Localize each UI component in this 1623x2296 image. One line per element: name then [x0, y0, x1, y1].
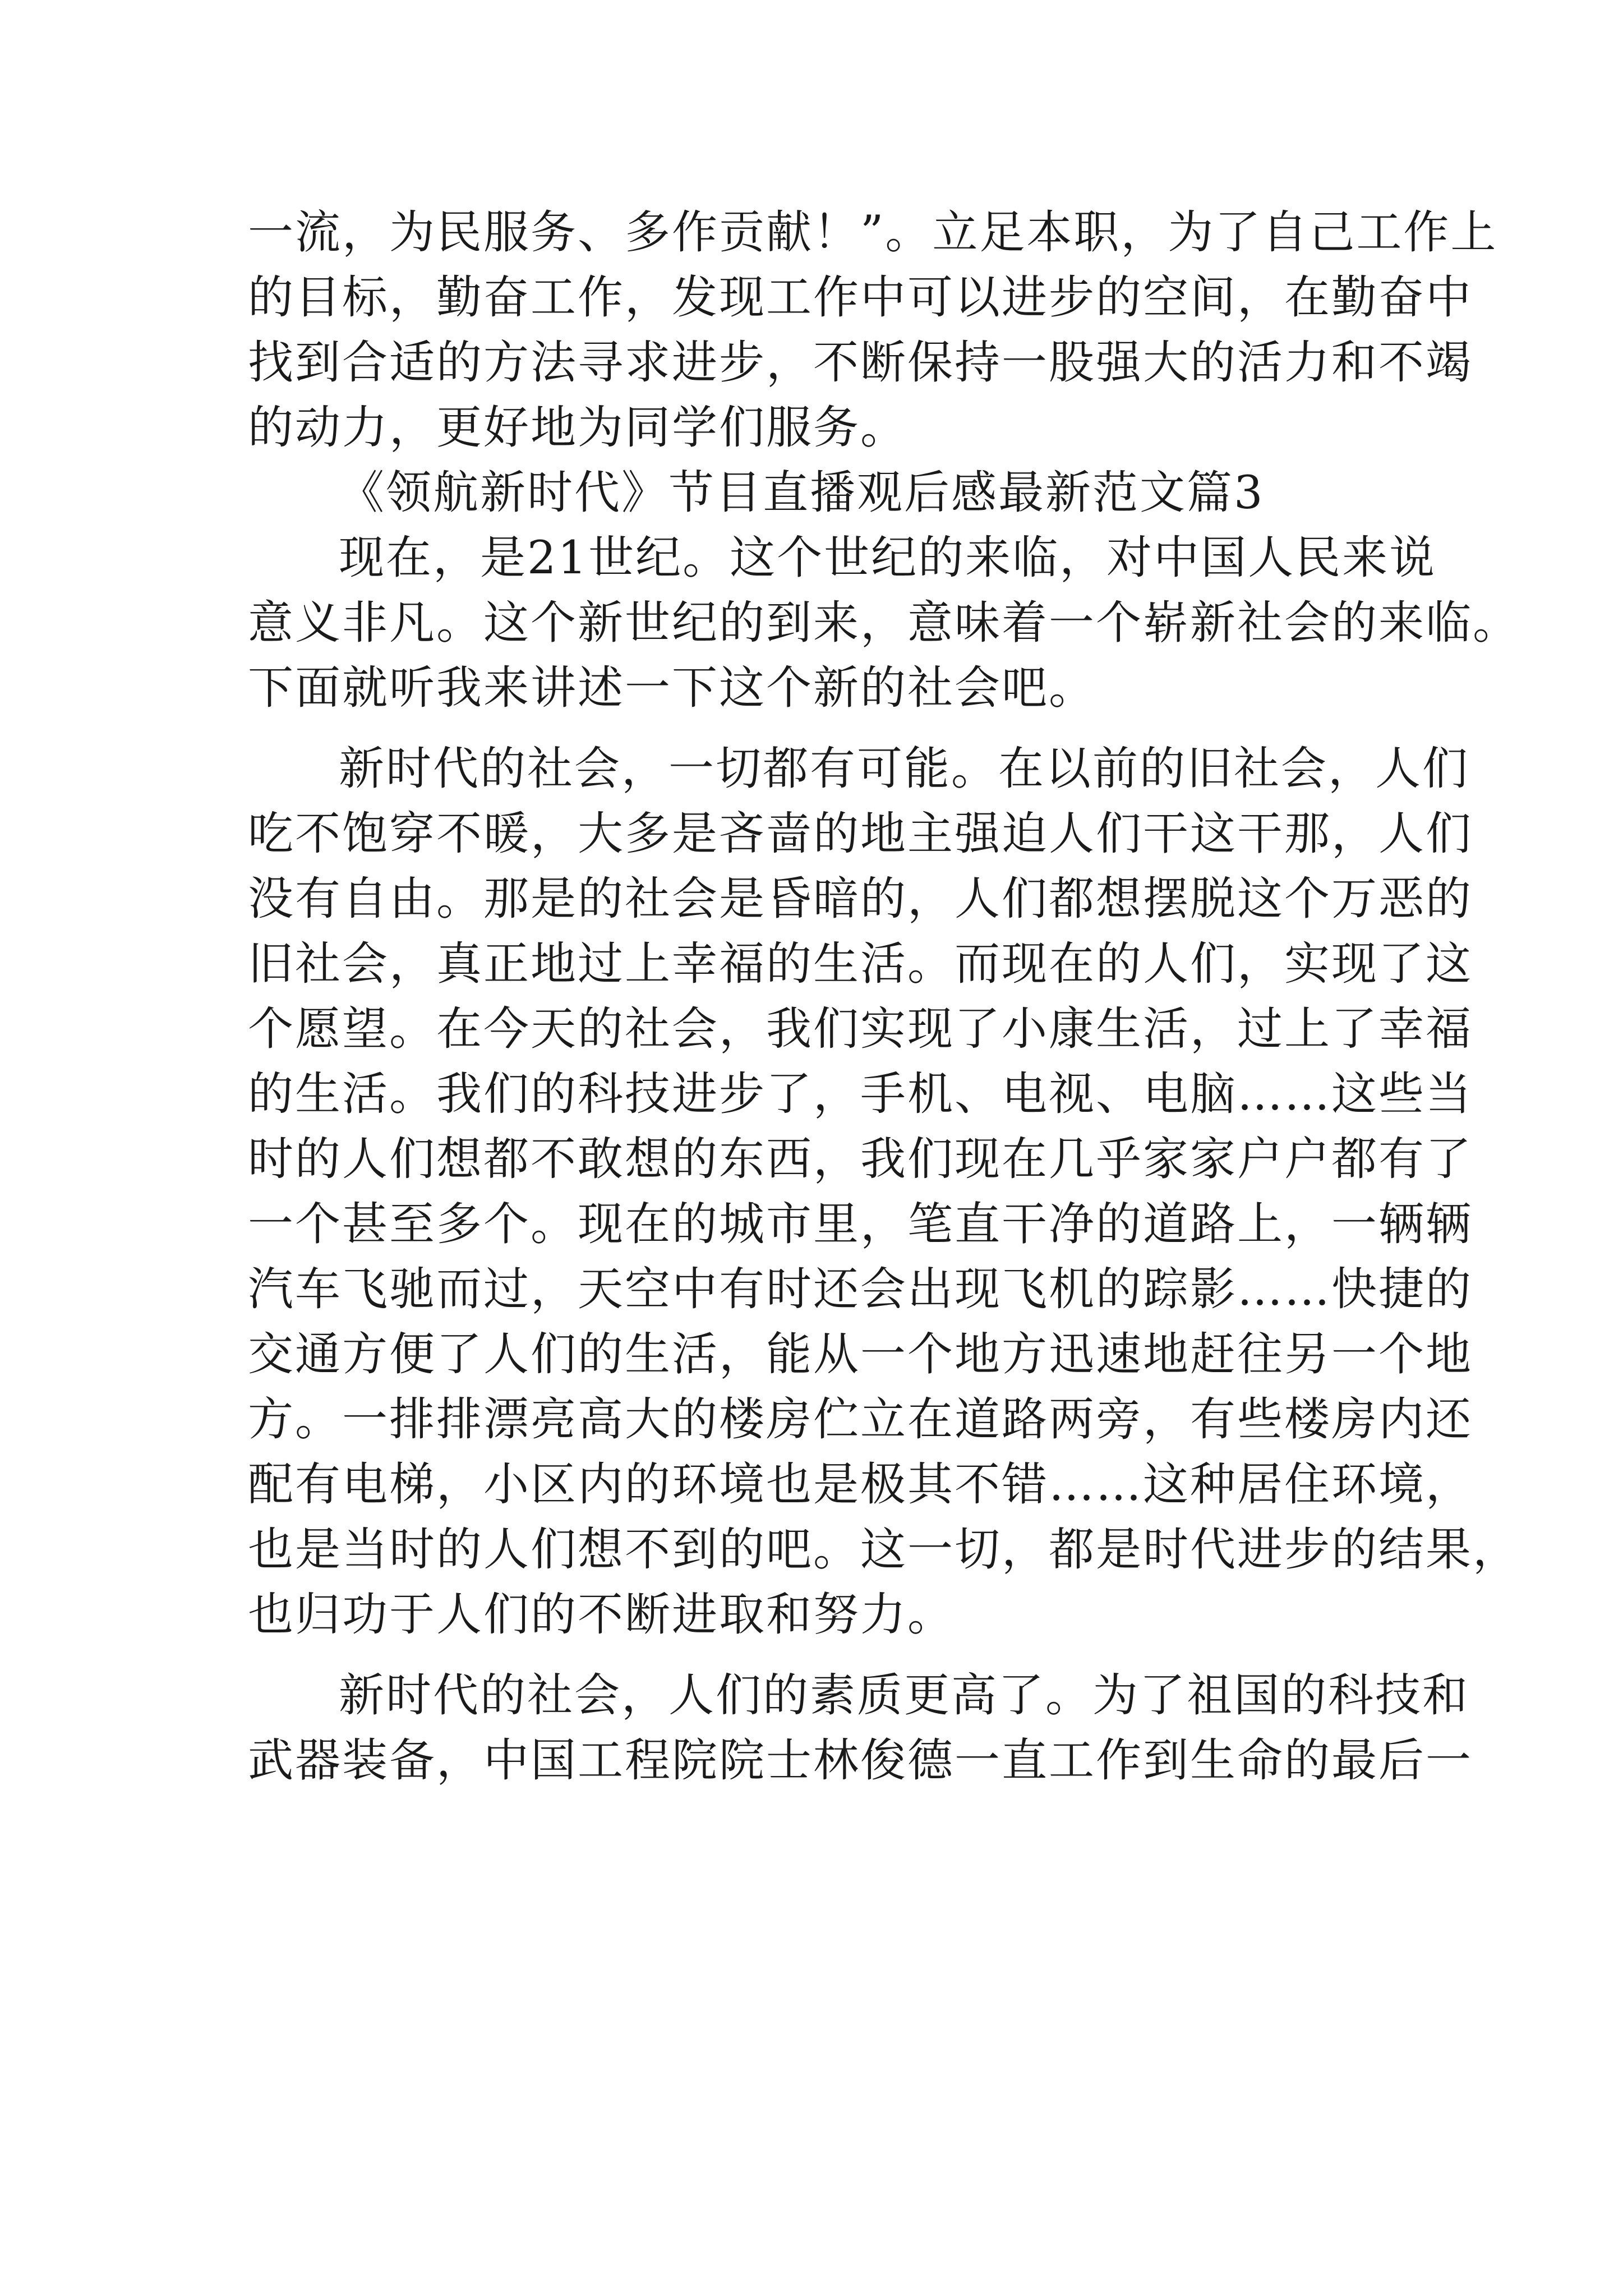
text-line: 吃不饱穿不暖，大多是吝啬的地主强迫人们干这干那，人们	[248, 808, 1473, 861]
document-body	[248, 200, 1520, 1793]
text-line: 配有电梯，小区内的环境也是极其不错……这种居住环境，	[248, 1458, 1473, 1511]
text-line: 意义非凡。这个新世纪的到来，意味着一个崭新社会的来临。	[248, 597, 1520, 650]
text-line: 一个甚至多个。现在的城市里，笔直干净的道路上，一辆辆	[248, 1198, 1473, 1251]
text-line: 方。一排排漂亮高大的楼房伫立在道路两旁，有些楼房内还	[248, 1393, 1473, 1446]
text-line: 的生活。我们的科技进步了，手机、电视、电脑……这些当	[248, 1068, 1473, 1121]
text-line: 个愿望。在今天的社会，我们实现了小康生活，过上了幸福	[248, 1003, 1473, 1056]
text-line: 现在，是21世纪。这个世纪的来临，对中国人民来说	[339, 532, 1437, 585]
text-line: 一流，为民服务、多作贡献！”。立足本职，为了自己工作上	[248, 206, 1498, 259]
text-line: 新时代的社会，人们的素质更高了。为了祖国的科技和	[339, 1669, 1470, 1722]
paragraph-intro	[248, 526, 1520, 721]
paragraph-quality	[248, 1663, 1473, 1793]
text-line: 也归功于人们的不断进取和努力。	[248, 1589, 955, 1641]
text-line: 的目标，勤奋工作，发现工作中可以进步的空间，在勤奋中	[248, 272, 1473, 324]
text-line: 交通方便了人们的生活，能从一个地方迅速地赶往另一个地	[248, 1328, 1473, 1381]
text-line: 汽车飞驰而过，天空中有时还会出现飞机的踪影……快捷的	[248, 1263, 1473, 1316]
text-line: 时的人们想都不敢想的东西，我们现在几乎家家户户都有了	[248, 1133, 1473, 1186]
text-line: 下面就听我来讲述一下这个新的社会吧。	[248, 662, 1096, 715]
text-line: 武器装备，中国工程院院士林俊德一直工作到生命的最后一	[248, 1734, 1473, 1787]
section-heading	[248, 461, 1381, 526]
text-line: 没有自由。那是的社会是昏暗的，人们都想摆脱这个万恶的	[248, 873, 1473, 926]
text-line: 的动力，更好地为同学们服务。	[248, 402, 908, 454]
text-line: 找到合适的方法寻求进步，不断保持一股强大的活力和不竭	[248, 337, 1473, 389]
paragraph-new-society	[248, 737, 1520, 1648]
text-line: 旧社会，真正地过上幸福的生活。而现在的人们，实现了这	[248, 938, 1473, 991]
text-line: 新时代的社会，一切都有可能。在以前的旧社会，人们	[339, 743, 1470, 795]
heading-text: 《领航新时代》节目直播观后感最新范文篇3	[339, 467, 1265, 519]
paragraph-continued	[248, 200, 1498, 461]
text-line: 也是当时的人们想不到的吧。这一切，都是时代进步的结果，	[248, 1524, 1520, 1576]
